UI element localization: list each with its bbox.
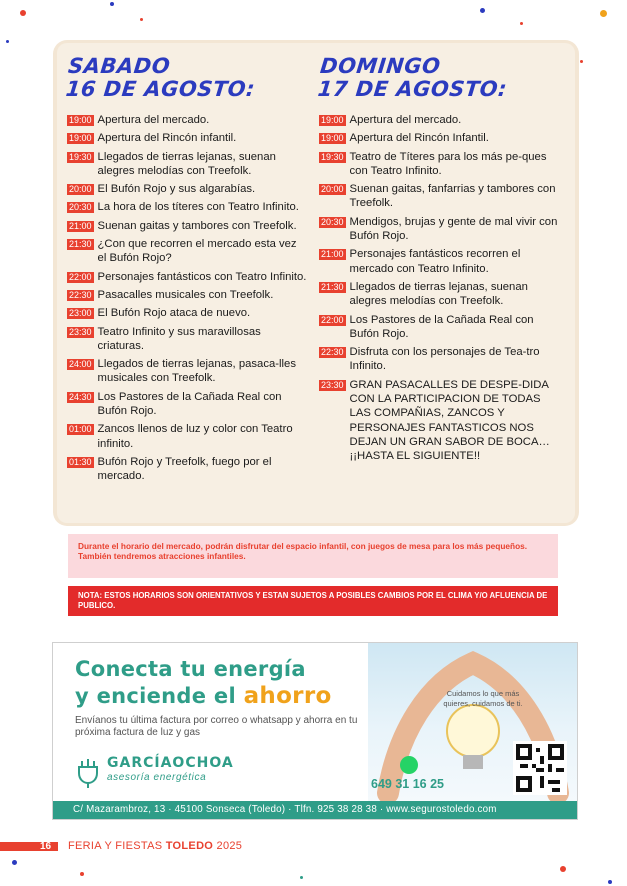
page-footer xyxy=(0,840,627,854)
event-text: ¿Con que recorren el mercado esta vez el Bufón Rojo? xyxy=(97,238,297,265)
event-text: Apertura del Rincón infantil. xyxy=(97,132,237,145)
event-text: Personajes fantásticos recorren el mercado con Teatro Infinito. xyxy=(349,248,521,275)
event-text: Suenan gaitas, fanfarrias y tambores con Treefolk. xyxy=(349,183,556,210)
event-text: Apertura del Rincón Infantil. xyxy=(349,132,489,145)
sunday-title xyxy=(317,55,562,101)
schedule-row xyxy=(67,357,307,386)
time-badge: 20:00 xyxy=(321,184,344,195)
schedule-row xyxy=(67,270,307,284)
schedule-row xyxy=(319,313,559,342)
event-text: Los Pastores de la Cañada Real con Bufón Rojo. xyxy=(349,313,534,340)
event-text: Disfruta con los personajes de Tea-tro Infinito. xyxy=(349,346,540,373)
schedule-row xyxy=(319,345,559,374)
schedule-row xyxy=(67,200,307,214)
ad-bulb-caption: Cuidamos lo que más quieres, cuidamos de ti. xyxy=(443,689,523,708)
saturday-title-date: 16 DE AGOSTO: xyxy=(64,77,257,101)
event-text: Pasacalles musicales con Treefolk. xyxy=(97,288,274,301)
event-text: Suenan gaitas y tambores con Treefolk. xyxy=(97,219,297,232)
brand-name: GARCÍAOCHOA xyxy=(107,755,234,771)
time-badge: 22:30 xyxy=(321,347,344,358)
time-badge: 19:00 xyxy=(321,133,344,144)
schedule-row xyxy=(319,131,559,145)
schedule-row xyxy=(67,113,307,127)
brand-logo xyxy=(75,755,275,791)
page-number: 16 xyxy=(40,841,52,852)
brand-tagline: asesoría energética xyxy=(107,772,207,783)
event-text: GRAN PASACALLES DE DESPE-DIDA CON LA PARTICIPACION DE TODAS LAS COMPAÑIAS, ZANCOS Y PERSONAJES FANTASTICOS NOS DEJAN UN GRAN SABOR DE BOCA… ¡¡HASTA EL SIGUIENTE!! xyxy=(349,378,550,463)
plug-leaf-icon xyxy=(75,757,101,789)
footer-title-city: TOLEDO xyxy=(165,840,214,852)
time-badge: 19:00 xyxy=(69,133,92,144)
info-note-line: También tendremos atracciones infantiles. xyxy=(78,551,246,561)
schedule-row xyxy=(319,182,559,211)
whatsapp-icon xyxy=(400,756,418,774)
schedule-row xyxy=(67,131,307,145)
event-text: Llegados de tierras lejanas, pasaca-lles musicales con Treefolk. xyxy=(97,358,296,385)
event-text: Llegados de tierras lejanas, suenan alegres melodías con Treefolk. xyxy=(97,150,276,177)
ad-headline-second xyxy=(75,683,332,709)
schedule-row xyxy=(319,150,559,179)
saturday-title xyxy=(65,55,310,101)
sunday-column xyxy=(316,54,559,468)
info-note xyxy=(68,534,558,578)
schedule-row xyxy=(319,378,559,464)
schedule-row xyxy=(67,390,307,419)
ad-contact-line: C/ Mazarambroz, 13 · 45100 Sonseca (Toledo) · Tlfn. 925 38 28 38 · www.segurostoledo.com xyxy=(73,804,497,815)
time-badge: 21:30 xyxy=(321,281,344,292)
footer-title xyxy=(68,840,242,853)
schedule-row xyxy=(319,215,559,244)
schedule-row xyxy=(67,150,307,179)
footer-title-year: 2025 xyxy=(213,840,243,852)
time-badge: 24:30 xyxy=(69,391,92,402)
event-text: Llegados de tierras lejanas, suenan alegres melodías con Treefolk. xyxy=(349,280,528,308)
time-badge: 24:00 xyxy=(69,359,92,370)
time-badge: 01:00 xyxy=(69,424,92,435)
time-badge: 19:30 xyxy=(69,151,92,162)
schedule-row xyxy=(67,306,307,320)
schedule-row xyxy=(67,182,307,196)
schedule-row xyxy=(319,247,559,276)
ad-footer-bar xyxy=(53,801,577,819)
time-badge: 20:30 xyxy=(69,202,92,213)
schedule-row xyxy=(67,455,307,484)
event-text: Los Pastores de la Cañada Real con Bufón Rojo. xyxy=(97,390,282,418)
time-badge: 21:00 xyxy=(321,249,344,260)
event-text: Apertura del mercado. xyxy=(349,114,462,126)
ad-subtext: Envíanos tu última factura por correo o whatsapp y ahorra en tu próxima factura de luz y gas xyxy=(75,715,358,738)
ad-phone-number[interactable]: 649 31 16 25 xyxy=(371,777,444,791)
event-text: El Bufón Rojo y sus algarabías. xyxy=(97,183,256,196)
qr-code-icon[interactable] xyxy=(513,741,567,795)
saturday-title-day: SABADO xyxy=(67,54,172,78)
event-text: Apertura del mercado. xyxy=(97,114,210,126)
time-badge: 01:30 xyxy=(69,456,92,467)
time-badge: 20:30 xyxy=(321,216,344,227)
event-text: Personajes fantásticos con Teatro Infinito. xyxy=(97,270,307,283)
time-badge: 20:00 xyxy=(69,184,92,195)
time-badge: 22:00 xyxy=(69,271,92,282)
time-badge: 23:30 xyxy=(69,326,92,337)
event-text: La hora de los títeres con Teatro Infinito. xyxy=(97,201,299,214)
event-text: El Bufón Rojo ataca de nuevo. xyxy=(97,307,251,320)
time-badge: 19:30 xyxy=(321,151,344,162)
event-text: Zancos llenos de luz y color con Teatro infinito. xyxy=(97,423,293,450)
time-badge: 21:30 xyxy=(69,239,92,250)
saturday-column xyxy=(64,54,307,488)
warning-note-text: NOTA: ESTOS HORARIOS SON ORIENTATIVOS Y ESTAN SUJETOS A POSIBLES CAMBIOS POR EL CLIMA Y/O AFLUENCIA DE PUBLICO. xyxy=(78,591,548,610)
time-badge: 19:00 xyxy=(69,115,92,125)
time-badge: 23:00 xyxy=(69,308,92,319)
warning-note xyxy=(68,586,558,616)
time-badge: 22:00 xyxy=(321,314,344,325)
footer-title-pre: FERIA Y FIESTAS xyxy=(68,840,166,852)
schedule-row xyxy=(319,280,559,309)
sunday-title-day: DOMINGO xyxy=(319,54,442,78)
ad-highlight-word: ahorro xyxy=(243,683,332,709)
event-text: Teatro Infinito y sus maravillosas criaturas. xyxy=(97,325,261,352)
schedule-row xyxy=(67,288,307,302)
event-text: Teatro de Títeres para los más pe-ques con Teatro Infinito. xyxy=(349,150,547,177)
event-text: Bufón Rojo y Treefolk, fuego por el mercado. xyxy=(97,455,272,483)
ad-headline-text: y enciende el xyxy=(75,684,244,708)
schedule-row xyxy=(67,219,307,233)
event-text: Mendigos, brujas y gente de mal vivir con Bufón Rojo. xyxy=(349,215,558,243)
schedule-row xyxy=(67,237,307,266)
time-badge: 21:00 xyxy=(69,220,92,231)
sunday-title-date: 17 DE AGOSTO: xyxy=(316,77,509,101)
time-badge: 22:30 xyxy=(69,289,92,300)
time-badge: 19:00 xyxy=(321,115,344,125)
schedule-row xyxy=(67,325,307,354)
schedule-panel xyxy=(57,43,575,523)
time-badge: 23:30 xyxy=(321,379,344,390)
advertisement[interactable] xyxy=(52,642,578,820)
schedule-row xyxy=(67,422,307,451)
schedule-row xyxy=(319,113,559,127)
info-note-line: Durante el horario del mercado, podrán disfrutar del espacio infantil, con juegos de mesa para los más pequeños. xyxy=(78,541,528,551)
ad-headline: Conecta tu energía xyxy=(75,657,306,681)
